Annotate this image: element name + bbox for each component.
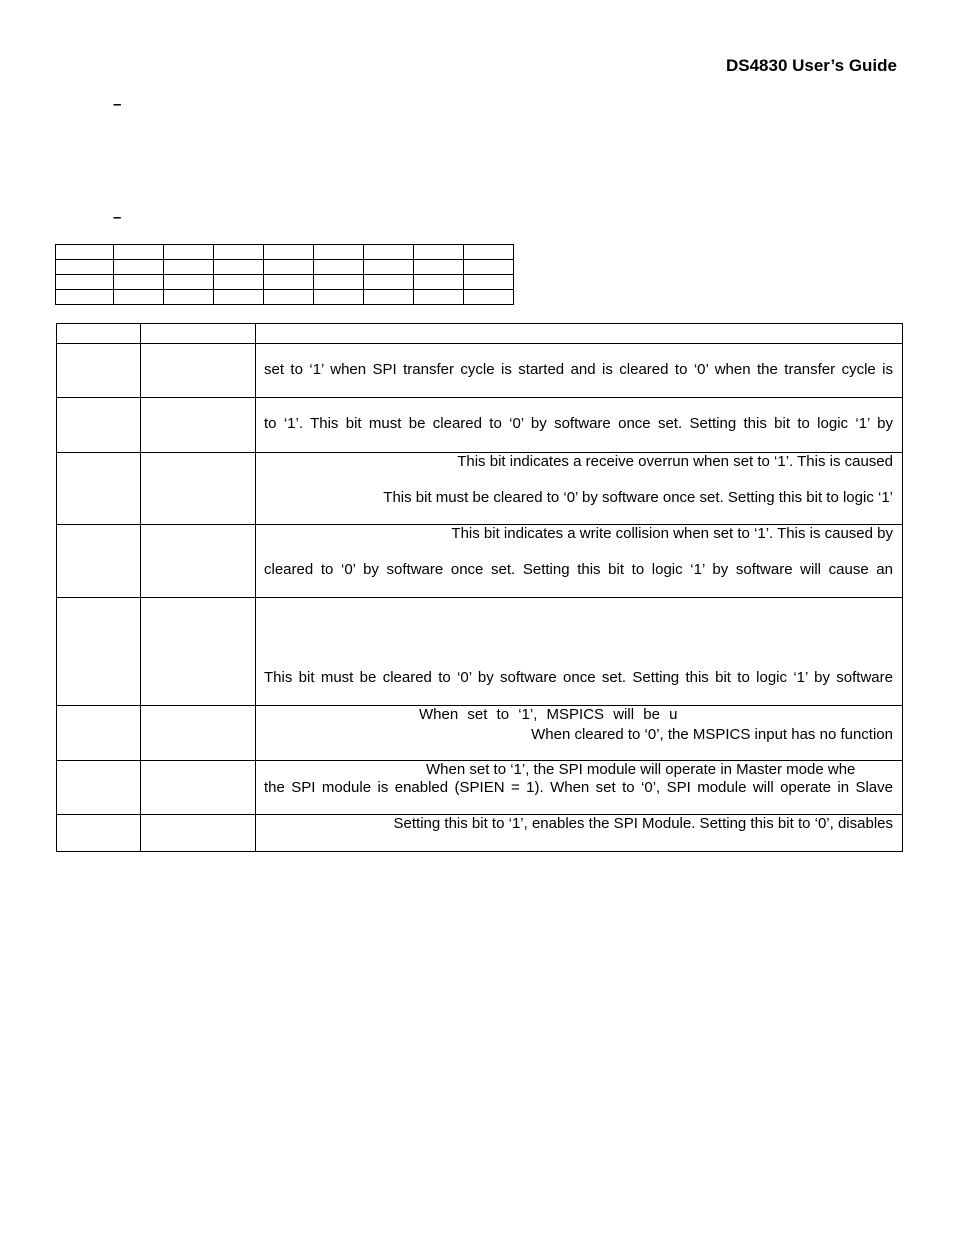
description-line: This bit must be cleared to ‘0’ by software once set. Setting this bit to logic ‘1’ — [383, 489, 893, 506]
page-header-title: DS4830 User’s Guide — [725, 56, 897, 75]
table-row — [57, 761, 903, 815]
bit-cell — [56, 275, 114, 290]
bit-cell — [414, 290, 464, 305]
bit-cell — [164, 260, 214, 275]
bit-table-row — [56, 290, 514, 305]
description-line: cleared to ‘0’ by software once set. Setting this bit to logic ‘1’ by software will cause an — [264, 561, 893, 578]
bit-name-cell — [141, 453, 256, 525]
bit-cell — [264, 290, 314, 305]
register-bit-table — [55, 244, 514, 305]
bit-cell — [264, 245, 314, 260]
description-line: When cleared to ‘0’, the MSPICS input has no function — [531, 726, 893, 743]
header-cell-name — [141, 324, 256, 344]
table-row — [57, 815, 903, 852]
bit-cell — [114, 275, 164, 290]
description-line: set to ‘1’ when SPI transfer cycle is started and is cleared to ‘0’ when the transfer cycle is — [264, 361, 893, 378]
bit-number-cell — [57, 344, 141, 398]
bit-cell — [464, 260, 514, 275]
bit-description-table — [56, 323, 903, 852]
bit-cell — [464, 275, 514, 290]
bit-cell — [264, 275, 314, 290]
bit-name-cell — [141, 525, 256, 598]
bit-cell — [414, 275, 464, 290]
bit-cell — [164, 275, 214, 290]
bit-number-cell — [57, 815, 141, 852]
description-cell — [256, 815, 903, 852]
bit-cell — [164, 245, 214, 260]
description-cell — [256, 525, 903, 598]
bit-cell — [464, 290, 514, 305]
bit-table-row — [56, 245, 514, 260]
table-row — [57, 398, 903, 453]
bit-cell — [214, 260, 264, 275]
bit-cell — [314, 260, 364, 275]
bit-name-cell — [141, 598, 256, 706]
bit-cell — [264, 260, 314, 275]
description-line: This bit indicates a write collision when set to ‘1’. This is caused by — [451, 525, 893, 542]
bit-cell — [364, 245, 414, 260]
description-line: to ‘1’. This bit must be cleared to ‘0’ by software once set. Setting this bit to logic ‘1’ by — [264, 415, 893, 432]
bit-number-cell — [57, 706, 141, 761]
bit-number-cell — [57, 453, 141, 525]
bit-cell — [56, 245, 114, 260]
bit-cell — [114, 245, 164, 260]
bit-cell — [214, 275, 264, 290]
bit-cell — [364, 290, 414, 305]
bit-name-cell — [141, 706, 256, 761]
description-cell — [256, 344, 903, 398]
description-line: When set to ‘1’, MSPICS will be u — [419, 706, 678, 723]
description-line: Setting this bit to ‘1’, enables the SPI Module. Setting this bit to ‘0’, disables — [393, 815, 893, 832]
description-line: This bit must be cleared to ‘0’ by software once set. Setting this bit to logic ‘1’ by software — [264, 669, 893, 686]
header-cell-bit — [57, 324, 141, 344]
table-row — [57, 453, 903, 525]
bit-cell — [414, 245, 464, 260]
bit-cell — [414, 260, 464, 275]
bit-table-row — [56, 260, 514, 275]
description-cell — [256, 706, 903, 761]
description-cell — [256, 761, 903, 815]
description-line: When set to ‘1’, the SPI module will operate in Master mode whe — [426, 761, 856, 778]
bit-cell — [114, 260, 164, 275]
bit-cell — [314, 275, 364, 290]
bit-cell — [314, 290, 364, 305]
description-line: This bit indicates a receive overrun when set to ‘1’. This is caused — [457, 453, 893, 470]
description-cell — [256, 398, 903, 453]
bit-cell — [164, 290, 214, 305]
bit-name-cell — [141, 761, 256, 815]
bit-cell — [56, 290, 114, 305]
description-cell — [256, 453, 903, 525]
bit-cell — [364, 275, 414, 290]
section-dash-2: – — [113, 209, 122, 226]
bit-number-cell — [57, 398, 141, 453]
header-cell-description — [256, 324, 903, 344]
section-dash-1: – — [113, 96, 122, 113]
bit-cell — [114, 290, 164, 305]
description-line: the SPI module is enabled (SPIEN = 1). When set to ‘0’, SPI module will operate in Slave — [264, 779, 893, 796]
bit-name-cell — [141, 398, 256, 453]
table-row — [57, 598, 903, 706]
bit-cell — [464, 245, 514, 260]
table-header-row — [57, 324, 903, 344]
bit-number-cell — [57, 598, 141, 706]
bit-name-cell — [141, 815, 256, 852]
table-row — [57, 525, 903, 598]
table-row — [57, 706, 903, 761]
bit-cell — [214, 290, 264, 305]
bit-number-cell — [57, 525, 141, 598]
bit-cell — [56, 260, 114, 275]
bit-number-cell — [57, 761, 141, 815]
bit-table-row — [56, 275, 514, 290]
bit-cell — [314, 245, 364, 260]
bit-cell — [364, 260, 414, 275]
description-cell — [256, 598, 903, 706]
bit-cell — [214, 245, 264, 260]
table-row — [57, 344, 903, 398]
bit-name-cell — [141, 344, 256, 398]
